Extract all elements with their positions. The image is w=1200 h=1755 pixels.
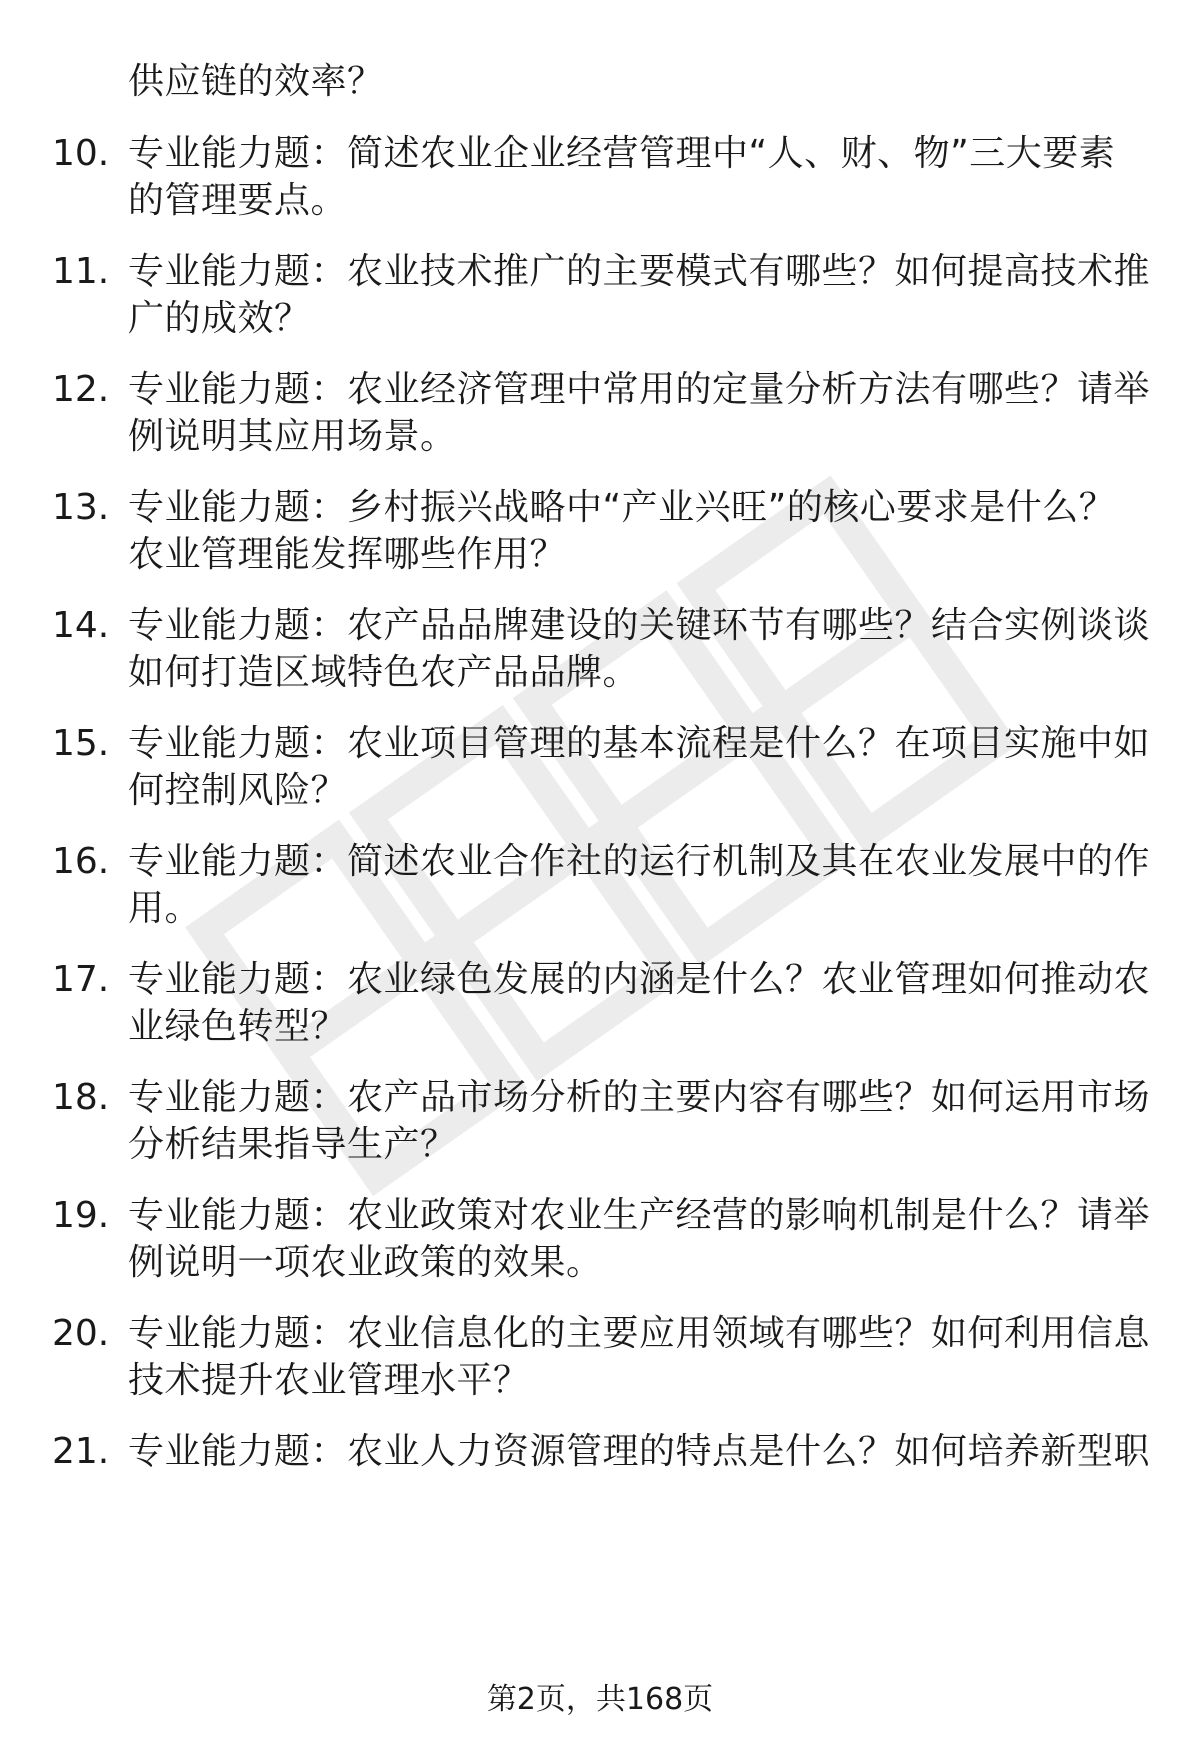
question-text-line1: 专业能力题：农业政策对农业生产经营的影响机制是什么？请举 <box>128 1195 1151 1236</box>
intro-line: 供应链的效率？ <box>128 61 384 102</box>
question-text-line2: 的管理要点。 <box>128 180 348 221</box>
question-number: 14. <box>52 605 110 646</box>
question-number: 16. <box>52 841 110 882</box>
question-text-line1: 专业能力题：农产品品牌建设的关键环节有哪些？结合实例谈谈 <box>128 605 1151 646</box>
question-number: 15. <box>52 723 110 764</box>
question-number: 17. <box>52 959 110 1000</box>
question-text-line2: 例说明一项农业政策的效果。 <box>128 1242 603 1283</box>
question-text-line2: 业绿色转型？ <box>128 1006 348 1047</box>
question-text-line2: 何控制风险？ <box>128 770 348 811</box>
question-number: 10. <box>52 133 110 174</box>
question-text-line1: 专业能力题：简述农业企业经营管理中“人、财、物”三大要素 <box>128 133 1116 174</box>
question-text-line1: 专业能力题：农业人力资源管理的特点是什么？如何培养新型职 <box>128 1431 1151 1472</box>
question-text-line1: 专业能力题：乡村振兴战略中“产业兴旺”的核心要求是什么？ <box>128 487 1116 528</box>
question-text-line2: 农业管理能发挥哪些作用？ <box>128 534 567 575</box>
question-text-line1: 专业能力题：农业绿色发展的内涵是什么？农业管理如何推动农 <box>128 959 1151 1000</box>
question-text-line2: 例说明其应用场景。 <box>128 416 457 457</box>
question-number: 20. <box>52 1313 110 1354</box>
question-number: 11. <box>52 251 110 292</box>
question-text-line1: 专业能力题：简述农业合作社的运行机制及其在农业发展中的作 <box>128 841 1151 882</box>
question-number: 13. <box>52 487 110 528</box>
question-text-line2: 如何打造区域特色农产品品牌。 <box>128 652 640 693</box>
question-number: 21. <box>52 1431 110 1472</box>
question-text-line2: 用。 <box>128 888 202 929</box>
question-text-line1: 专业能力题：农产品市场分析的主要内容有哪些？如何运用市场 <box>128 1077 1151 1118</box>
question-text-line2: 技术提升农业管理水平？ <box>128 1360 530 1401</box>
question-text-line1: 专业能力题：农业项目管理的基本流程是什么？在项目实施中如 <box>128 723 1151 764</box>
question-text-line2: 分析结果指导生产？ <box>128 1124 457 1165</box>
question-number: 19. <box>52 1195 110 1236</box>
question-number: 18. <box>52 1077 110 1118</box>
question-text-line1: 专业能力题：农业经济管理中常用的定量分析方法有哪些？请举 <box>128 369 1151 410</box>
question-text-line1: 专业能力题：农业技术推广的主要模式有哪些？如何提高技术推 <box>128 251 1151 292</box>
page-footer: 第2页，共168页 <box>486 1682 714 1717</box>
question-text-line2: 广的成效？ <box>128 298 311 339</box>
question-number: 12. <box>52 369 110 410</box>
question-text-line1: 专业能力题：农业信息化的主要应用领域有哪些？如何利用信息 <box>128 1313 1151 1354</box>
